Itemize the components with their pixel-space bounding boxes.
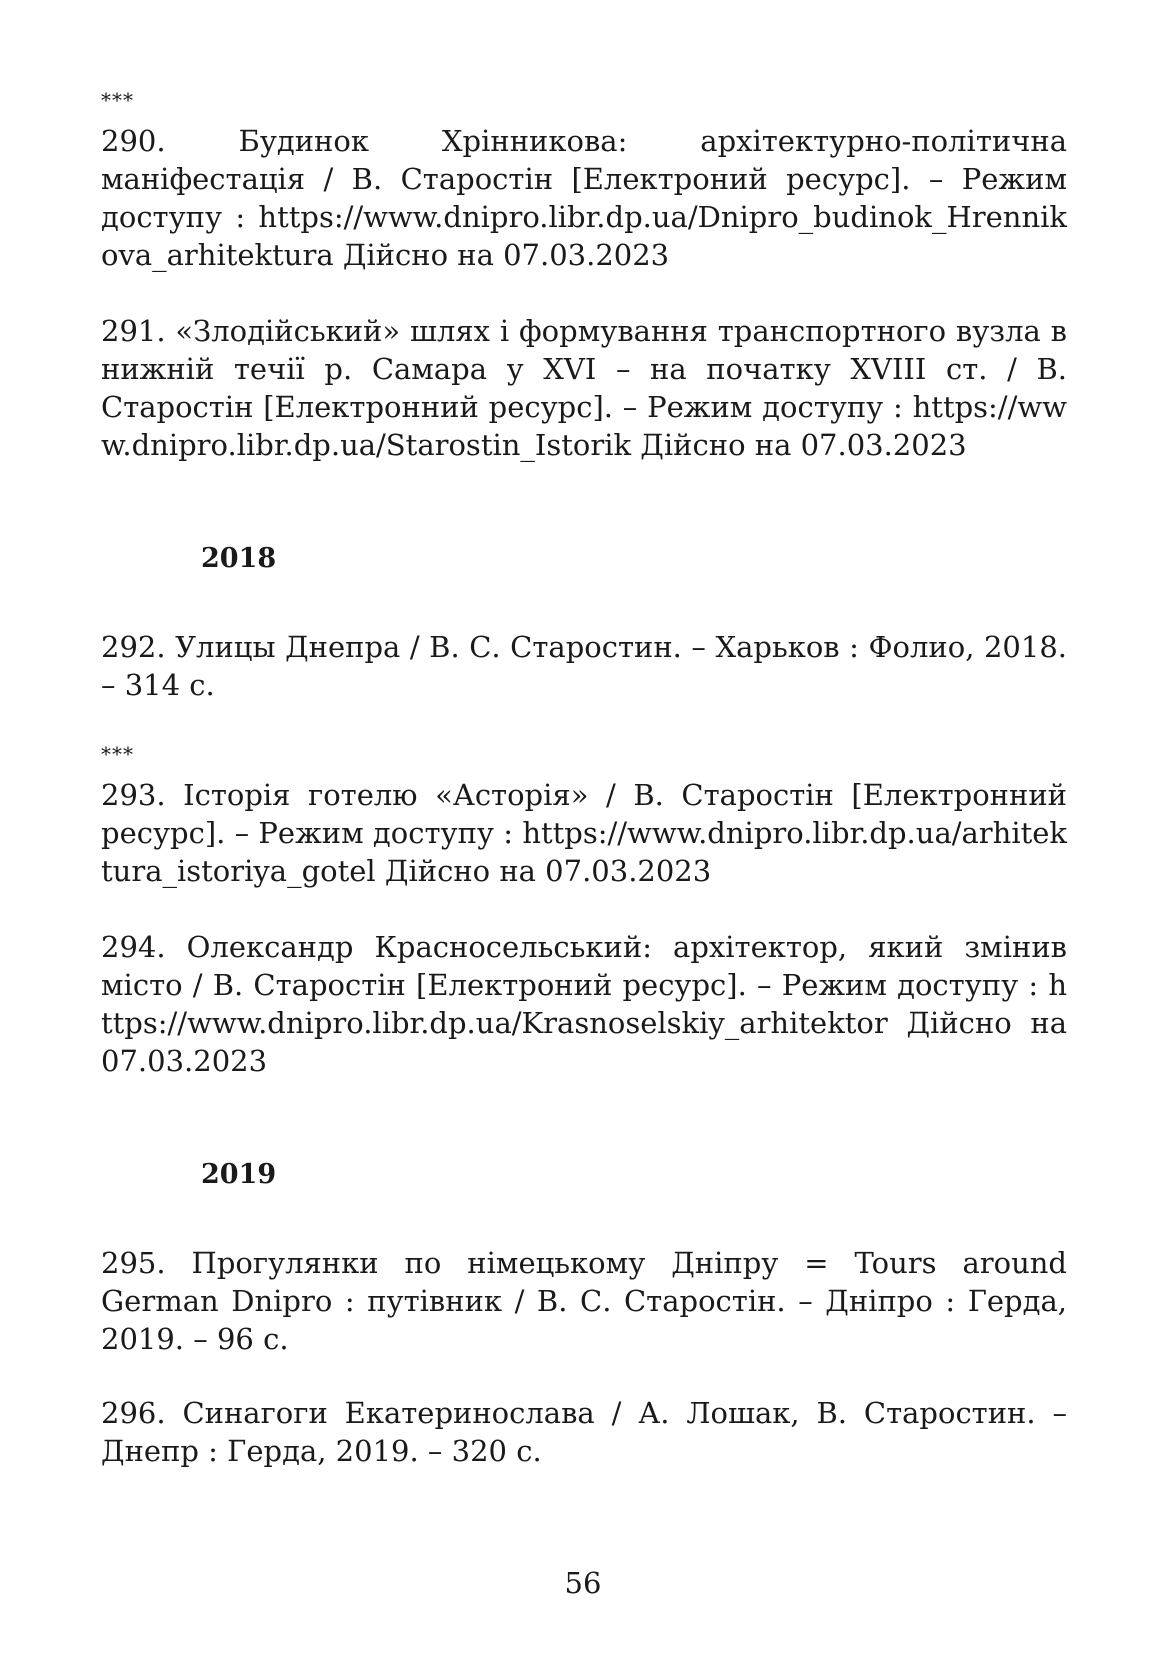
year-heading-2019: 2019 bbox=[201, 1159, 277, 1190]
entry-text: 290. Будинок Хрінникова: архітектурно-політична маніфестація / В. Старостін [Електроний ресурс]. – Режим доступу : bbox=[101, 124, 1067, 234]
entry-text: 294. Олександр Красносельський: архітектор, який змінив місто / В. Старостін [Електроний ресурс]. – Режим доступу : bbox=[101, 930, 1067, 1002]
entry-access-date: Дійсно на 07.03.2023 bbox=[101, 1006, 1067, 1078]
bibliography-entry-292: 292. Улицы Днепра / В. С. Старостин. – Харьков : Фолио, 2018. – 314 с. bbox=[101, 630, 1067, 702]
bibliography-entry-294 bbox=[101, 928, 1067, 1080]
year-heading-2018: 2018 bbox=[201, 543, 277, 574]
entry-access-date: Дійсно на 07.03.2023 bbox=[375, 854, 712, 888]
bibliography-entry-290 bbox=[101, 122, 1067, 274]
entry-text: 291. «Злодійський» шлях і формування транспортного вузла в нижній течії р. Самара у XVI – на початку XVIII ст. / В. Старостін [Електронний ресурс]. – Режим доступу : bbox=[101, 314, 1067, 424]
entry-access-date: Дійсно на 07.03.2023 bbox=[333, 238, 670, 272]
bibliography-entry-291 bbox=[101, 312, 1067, 464]
entry-url-link[interactable]: https://www.dnipro.libr.dp.ua/Starostin_Istorik bbox=[101, 390, 1067, 462]
section-separator: *** bbox=[101, 742, 134, 766]
entry-url-link[interactable]: https://www.dnipro.libr.dp.ua/arhitektura_istoriya_gotel bbox=[101, 816, 1067, 888]
page-body bbox=[101, 90, 1067, 1470]
section-separator: *** bbox=[101, 88, 134, 112]
entry-url-link[interactable]: https://www.dnipro.libr.dp.ua/Dnipro_budinok_Hrennikova_arhitektura bbox=[101, 200, 1067, 272]
page-number: 56 bbox=[564, 1566, 602, 1600]
entry-text: 293. Історія готелю «Асторія» / В. Старостін [Електронний ресурс]. – Режим доступу : bbox=[101, 778, 1067, 850]
bibliography-entry-293 bbox=[101, 776, 1067, 890]
bibliography-entry-296: 296. Синагоги Екатеринослава / А. Лошак, В. Старостин. – Днепр : Герда, 2019. – 320 с. bbox=[101, 1396, 1067, 1468]
entry-url-link[interactable]: https://www.dnipro.libr.dp.ua/Krasnoselskiy_arhitektor bbox=[101, 968, 1067, 1040]
bibliography-entry-295: 295. Прогулянки по німецькому Дніпру = Tours around German Dnipro : путівник / В. С. Старостін. – Дніпро : Герда, 2019. – 96 с. bbox=[101, 1246, 1067, 1356]
entry-access-date: Дійсно на 07.03.2023 bbox=[631, 428, 967, 462]
